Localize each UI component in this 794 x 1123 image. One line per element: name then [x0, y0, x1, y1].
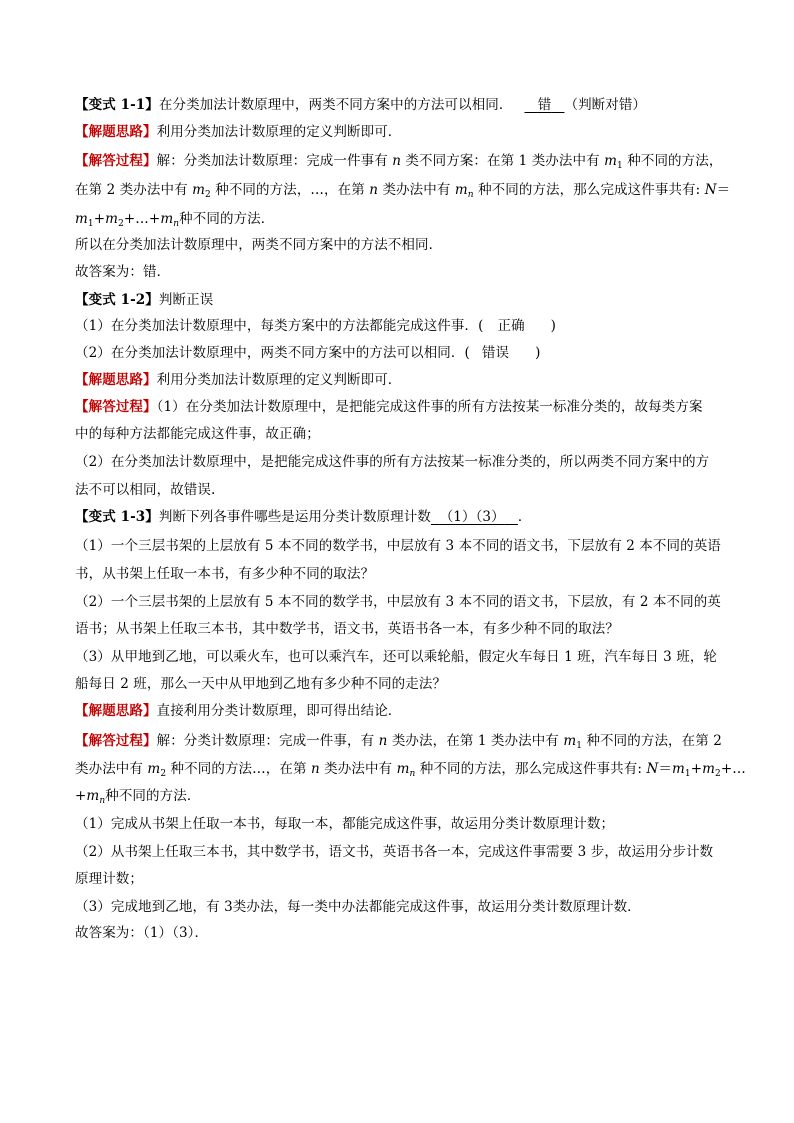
solution-line: 所以在分类加法计数原理中，两类不同方案中的方法不相同．	[75, 237, 443, 253]
solution-line: 法不可以相同，故错误.	[75, 482, 216, 498]
variant-1-1-question: 【变式 1-1】在分类加法计数原理中，两类不同方案中的方法可以相同． 错 （判断对错）	[75, 97, 647, 113]
step-3: （3）完成地到乙地，有 3类办法，每一类中办法都能完成这件事，故运用分类计数原理计数．	[75, 899, 641, 915]
item-3-cont: 船每日 2 班，那么一天中从甲地到乙地有多少种不同的走法？	[75, 676, 447, 692]
step-2-cont: 原理计数；	[75, 871, 143, 887]
solution-line: $m_1+m_2+\dots+m_n$种不同的方法．	[75, 211, 275, 229]
item-2: （2）一个三层书架的上层放有 5 本不同的数学书，中层放有 3 本不同的语文书，下层放，有 2 本不同的英	[75, 594, 721, 610]
answer-line: 故答案为：（1）（3）．	[75, 925, 209, 941]
solution-line: （2）在分类加法计数原理中，是把能完成这件事的所有方法按某一标准分类的，所以两类不同方案中的方	[75, 454, 710, 470]
statement-1: （1）在分类加法计数原理中，每类方案中的方法都能完成这件事．( 正确 )	[75, 318, 557, 334]
solution-process: 【解答过程】解：分类计数原理：完成一件事，有 n 类办法，在第 1 类办法中有 $m_1$ 种不同的方法，在第 2	[75, 733, 722, 751]
variant-1-3-question: 【变式 1-3】判断下列各事件哪些是运用分类计数原理计数 （1）（3） ．	[75, 509, 532, 525]
item-1: （1）一个三层书架的上层放有 5 本不同的数学书，中层放有 3 本不同的语文书，下层放有 2 本不同的英语	[75, 538, 721, 554]
solution-line: 类办法中有 $m_2$ 种不同的方法…，在第 n 类办法中有 $m_n$ 种不同的方法，那么完成这件事共有: $N=m_1+m_2+\dots$	[75, 761, 746, 779]
item-2-cont: 语书；从书架上任取三本书，其中数学书，语文书，英语书各一本，有多少种不同的取法？	[75, 621, 619, 637]
answer-line: 故答案为：错．	[75, 264, 171, 280]
statement-2: （2）在分类加法计数原理中，两类不同方案中的方法可以相同．( 错误 )	[75, 345, 541, 361]
solution-line: 中的每种方法都能完成这件事，故正确；	[75, 426, 320, 442]
solution-idea: 【解题思路】直接利用分类计数原理，即可得出结论．	[75, 703, 402, 719]
solution-process: 【解答过程】（1）在分类加法计数原理中，是把能完成这件事的所有方法按某一标准分类的，故每类方案	[75, 399, 703, 415]
item-3: （3）从甲地到乙地，可以乘火车，也可以乘汽车，还可以乘轮船，假定火车每日 1 班，汽车每日 3 班，轮	[75, 649, 718, 665]
solution-idea: 【解题思路】利用分类加法计数原理的定义判断即可．	[75, 372, 402, 388]
variant-tag: 【变式 1-1】	[75, 97, 159, 113]
answer-blank: 错	[537, 97, 552, 113]
step-2: （2）从书架上任取三本书，其中数学书，语文书，英语书各一本，完成这件事需要 3 步，故运用分步计数	[75, 844, 714, 860]
solution-line: $+m_n$种不同的方法．	[75, 788, 201, 806]
solution-line: 在第 2 类办法中有 $m_2$ 种不同的方法，…，在第 n 类办法中有 $m_n$ 种不同的方法，那么完成这件事共有: N＝	[75, 182, 731, 200]
step-1: （1）完成从书架上任取一本书，每取一本，都能完成这件事，故运用分类计数原理计数；	[75, 816, 615, 832]
item-1-cont: 书，从书架上任取一本书，有多少种不同的取法？	[75, 566, 375, 582]
solution-process: 【解答过程】解：分类加法计数原理：完成一件事有 n 类不同方案：在第 1 类办法中有 $m_1$ 种不同的方法，	[75, 153, 723, 171]
solution-idea: 【解题思路】利用分类加法计数原理的定义判断即可．	[75, 124, 402, 140]
variant-1-2-title: 【变式 1-2】判断正误	[75, 292, 214, 308]
answer-blank: （1）（3）	[439, 509, 505, 525]
